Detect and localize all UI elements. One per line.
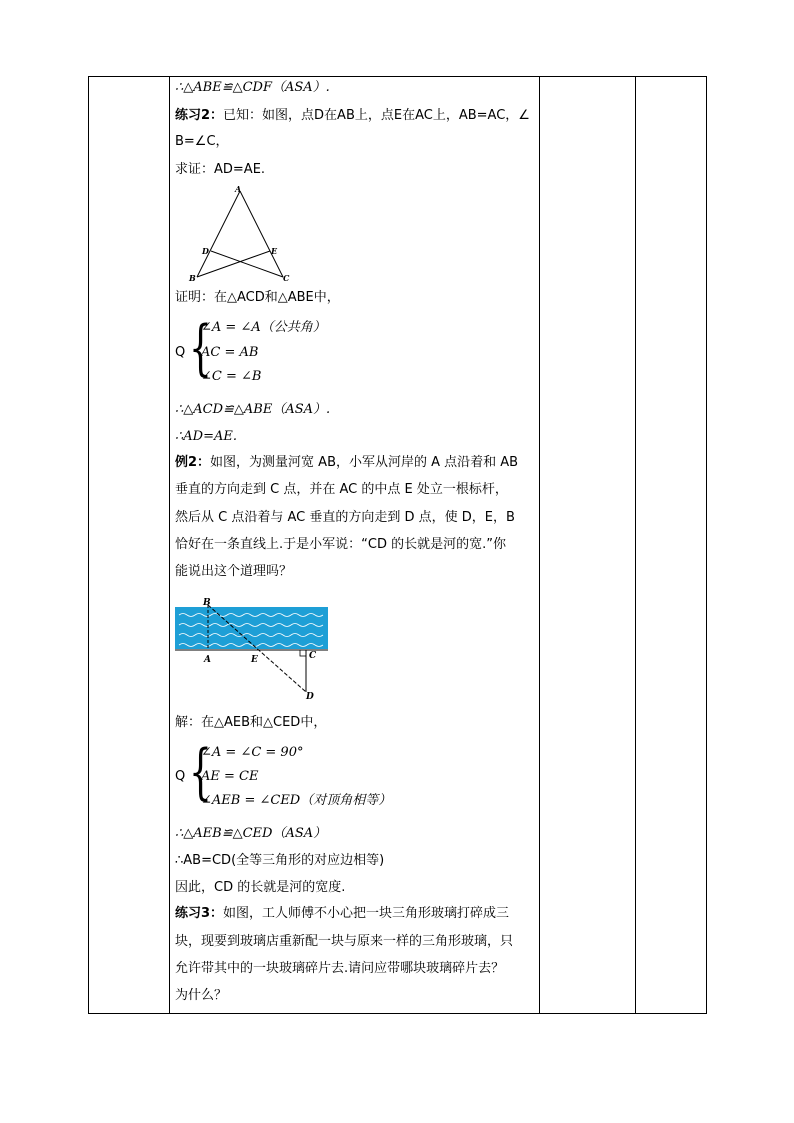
practice3-line4: 为什么？ bbox=[175, 988, 228, 1003]
left-brace: { bbox=[189, 737, 212, 807]
example2-line2: 垂直的方向走到 C 点，并在 AC 的中点 E 处立一根标杆， bbox=[175, 482, 508, 497]
system1-row: AC = AB bbox=[201, 345, 259, 360]
system2-row: ∠AEB = ∠CED（对顶角相等） bbox=[201, 793, 392, 808]
label-C: C bbox=[309, 651, 317, 661]
lesson-table bbox=[88, 76, 707, 1014]
practice3-line3: 允许带其中的一块玻璃碎片去.请问应带哪块玻璃碎片去？ bbox=[175, 961, 505, 976]
label-D: D bbox=[202, 246, 209, 256]
example2-line3: 然后从 C 点沿着与 AC 垂直的方向走到 D 点，使 D，E，B bbox=[175, 510, 515, 525]
practice3-line2: 块，现要到玻璃店重新配一块与原来一样的三角形玻璃，只 bbox=[175, 934, 514, 949]
system2-row: AE = CE bbox=[201, 769, 259, 784]
label-C: C bbox=[283, 273, 290, 281]
system1-row: ∠A = ∠A（公共角） bbox=[201, 320, 326, 335]
practice2-prove: 求证：AD=AE. bbox=[175, 162, 266, 177]
system2-row: ∠A = ∠C = 90° bbox=[201, 745, 304, 760]
column-divider bbox=[635, 77, 636, 1013]
proof-intro: 证明：在△ACD和△ABE中， bbox=[175, 290, 340, 305]
label-E: E bbox=[251, 655, 258, 665]
example2-line1: 例2：如图，为测量河宽 AB，小军从河岸的 A 点沿着和 AB bbox=[175, 455, 519, 470]
label-A: A bbox=[235, 184, 242, 194]
practice2-line1: 练习2：已知：如图，点D在AB上，点E在AC上，AB=AC，∠ bbox=[175, 108, 530, 123]
column-divider bbox=[539, 77, 540, 1013]
left-brace: { bbox=[189, 313, 212, 383]
conclusion-congruent: ∴△ACD≌△ABE（ASA）. bbox=[175, 402, 331, 417]
label-E: E bbox=[271, 246, 278, 256]
example2-line4: 恰好在一条直线上.于是小军说：“CD 的长就是河的宽.”你 bbox=[175, 537, 506, 552]
label-D: D bbox=[306, 692, 314, 701]
conclusion-equal: ∴AD=AE. bbox=[175, 429, 237, 444]
label-B: B bbox=[203, 598, 211, 608]
river-figure bbox=[175, 595, 335, 701]
since-symbol: Q bbox=[175, 769, 186, 784]
line-conclusion-prev: ∴△ABE≌△CDF（ASA）. bbox=[175, 80, 330, 95]
practice3-line1: 练习3：如图，工人师傅不小心把一块三角形玻璃打碎成三 bbox=[175, 906, 510, 921]
system1-row: ∠C = ∠B bbox=[201, 369, 262, 384]
practice2-line2: B=∠C， bbox=[175, 134, 229, 149]
conclusion-width: 因此，CD 的长就是河的宽度. bbox=[175, 880, 346, 895]
column-divider bbox=[169, 77, 170, 1013]
triangle-figure bbox=[185, 183, 295, 281]
since-symbol: Q bbox=[175, 345, 186, 360]
conclusion-congruent: ∴△AEB≌△CED（ASA） bbox=[175, 826, 327, 841]
label-A: A bbox=[204, 655, 211, 665]
conclusion-sides: ∴AB=CD(全等三角形的对应边相等) bbox=[175, 853, 385, 868]
label-B: B bbox=[189, 273, 196, 281]
example2-line5: 能说出这个道理吗？ bbox=[175, 564, 293, 579]
solution-intro: 解：在△AEB和△CED中， bbox=[175, 715, 327, 730]
